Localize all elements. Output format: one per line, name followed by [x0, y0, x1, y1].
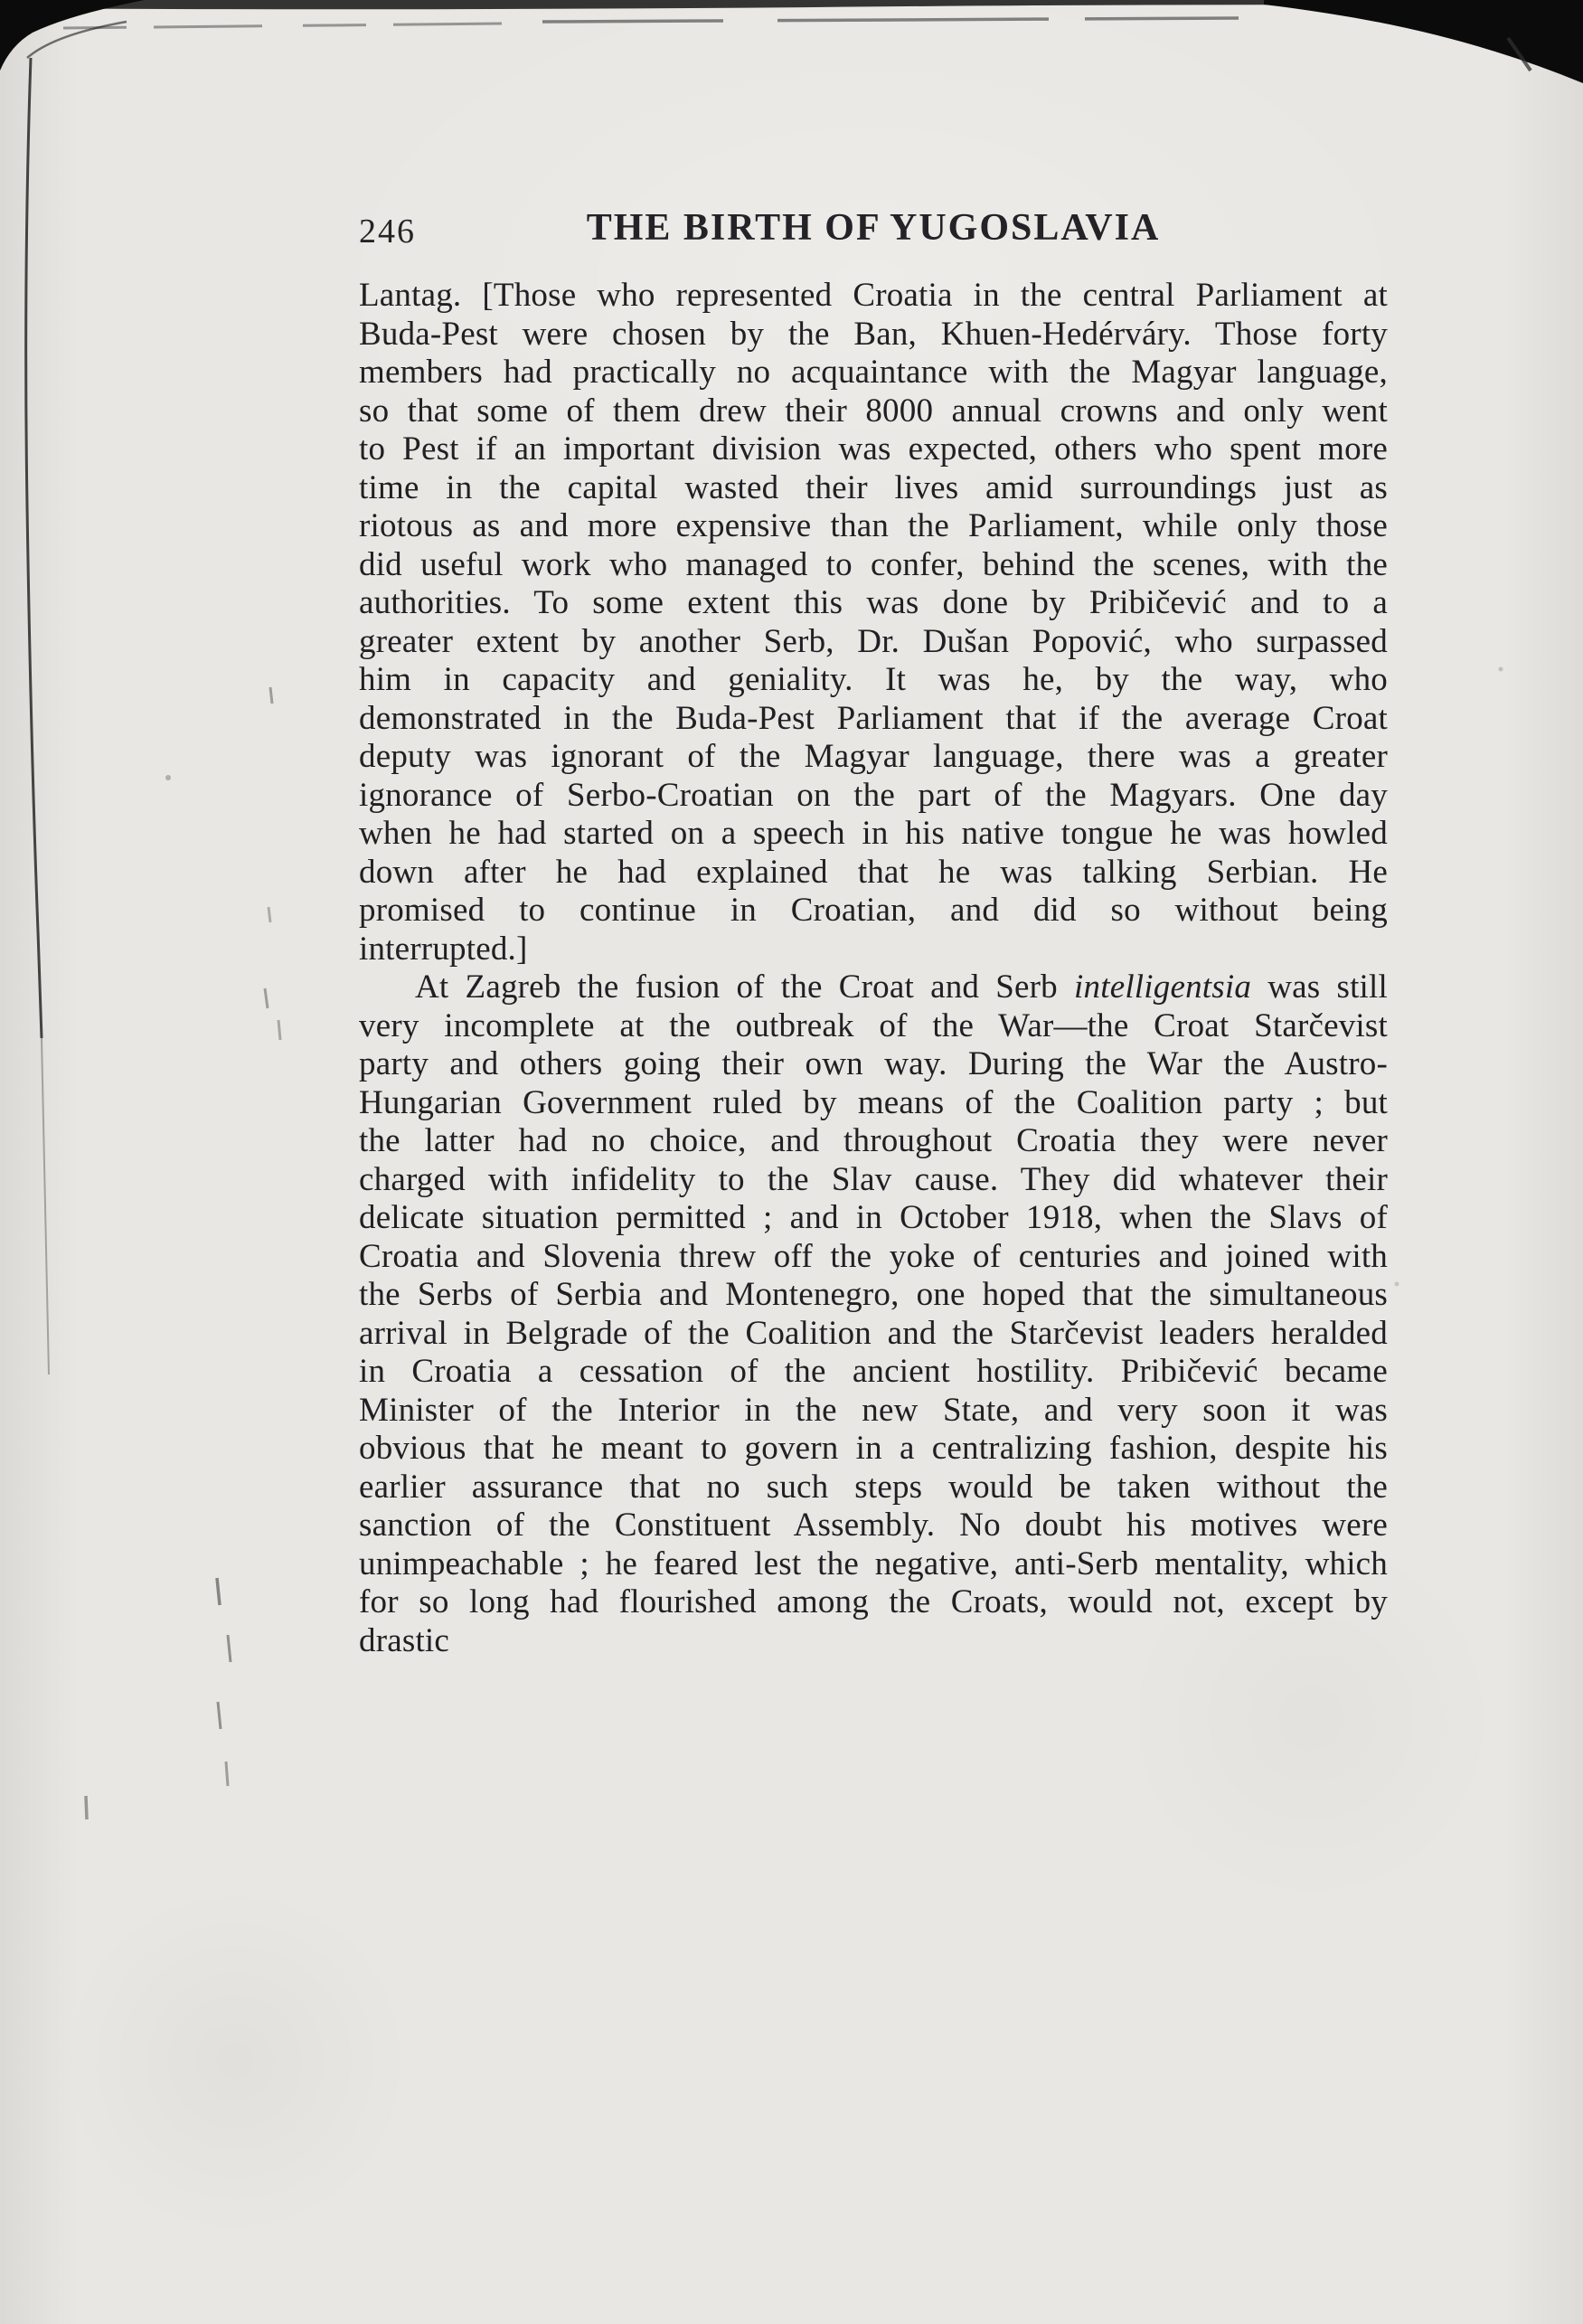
scan-edge-top — [0, 0, 1583, 28]
paragraph-2-text-before: At Zagreb the fusion of the Croat and Serb — [415, 968, 1075, 1006]
page-header — [359, 206, 1388, 257]
italic-term: intelligentsia — [1074, 968, 1252, 1006]
paragraph-2 — [359, 968, 1388, 1660]
page-number: 246 — [359, 213, 416, 250]
binding-line — [26, 58, 49, 1375]
page-title: THE BIRTH OF YUGOSLAVIA — [586, 207, 1161, 249]
scan-corner-top-right — [1264, 0, 1583, 83]
paragraph-2-text-after: was still very incomplete at the outbreak of the War—the Croat Starčevist party and others going their own way. During the War the Austro-Hungarian Government ruled by means of the Coalition party ; but the latter had no choice, and throughout Croatia they were never charged with infidelity to the Slav cause. They did whatever their delicate situation permitted ; and in October 1918, when the Slavs of Croatia and Slovenia threw off the yoke of centuries and joined with the Serbs of Serbia and Montenegro, one hoped that the simultaneous arrival in Belgrade of the Coalition and the Starčevist leaders heralded in Croatia a cessation of the ancient hostility. Pribičević became Minister of the Interior in the new State, and very soon it was obvious that he meant to govern in a centralizing fashion, despite his earlier assurance that no such steps would be taken without the sanction of the Constituent Assembly. No doubt his motives were unimpeachable ; he feared lest the negative, anti-Serb mentality, which for so long had flourished among the Croats, would not, except by drastic — [359, 968, 1388, 1659]
paragraph-1: Lantag. [Those who represented Croatia in the central Parliament at Buda-Pest were chosen by the Ban, Khuen-Hedérváry. Those forty members had practically no acquaintance with the Magyar language, so that some of them drew their 8000 annual crowns and only went to Pest if an important division was expected, others who spent more time in the capital wasted their lives amid surroundings just as riotous as and more expensive than the Parliament, while only those did useful work who managed to confer, behind the scenes, with the authorities. To some extent this was done by Pribičević and to a greater extent by another Serb, Dr. Dušan Popović, who surpassed him in capacity and geniality. It was he, by the way, who demonstrated in the Buda-Pest Parliament that if the average Croat deputy was ignorant of the Magyar language, there was a greater ignorance of Serbo-Croatian on the part of the Magyars. One day when he had started on a speech in his native tongue he was howled down after he had explained that he was talking Serbian. He promised to continue in Croatian, and did so without being interrupted.] — [359, 277, 1388, 968]
text-block — [359, 277, 1388, 1660]
scan-corner-top-left — [0, 0, 145, 71]
